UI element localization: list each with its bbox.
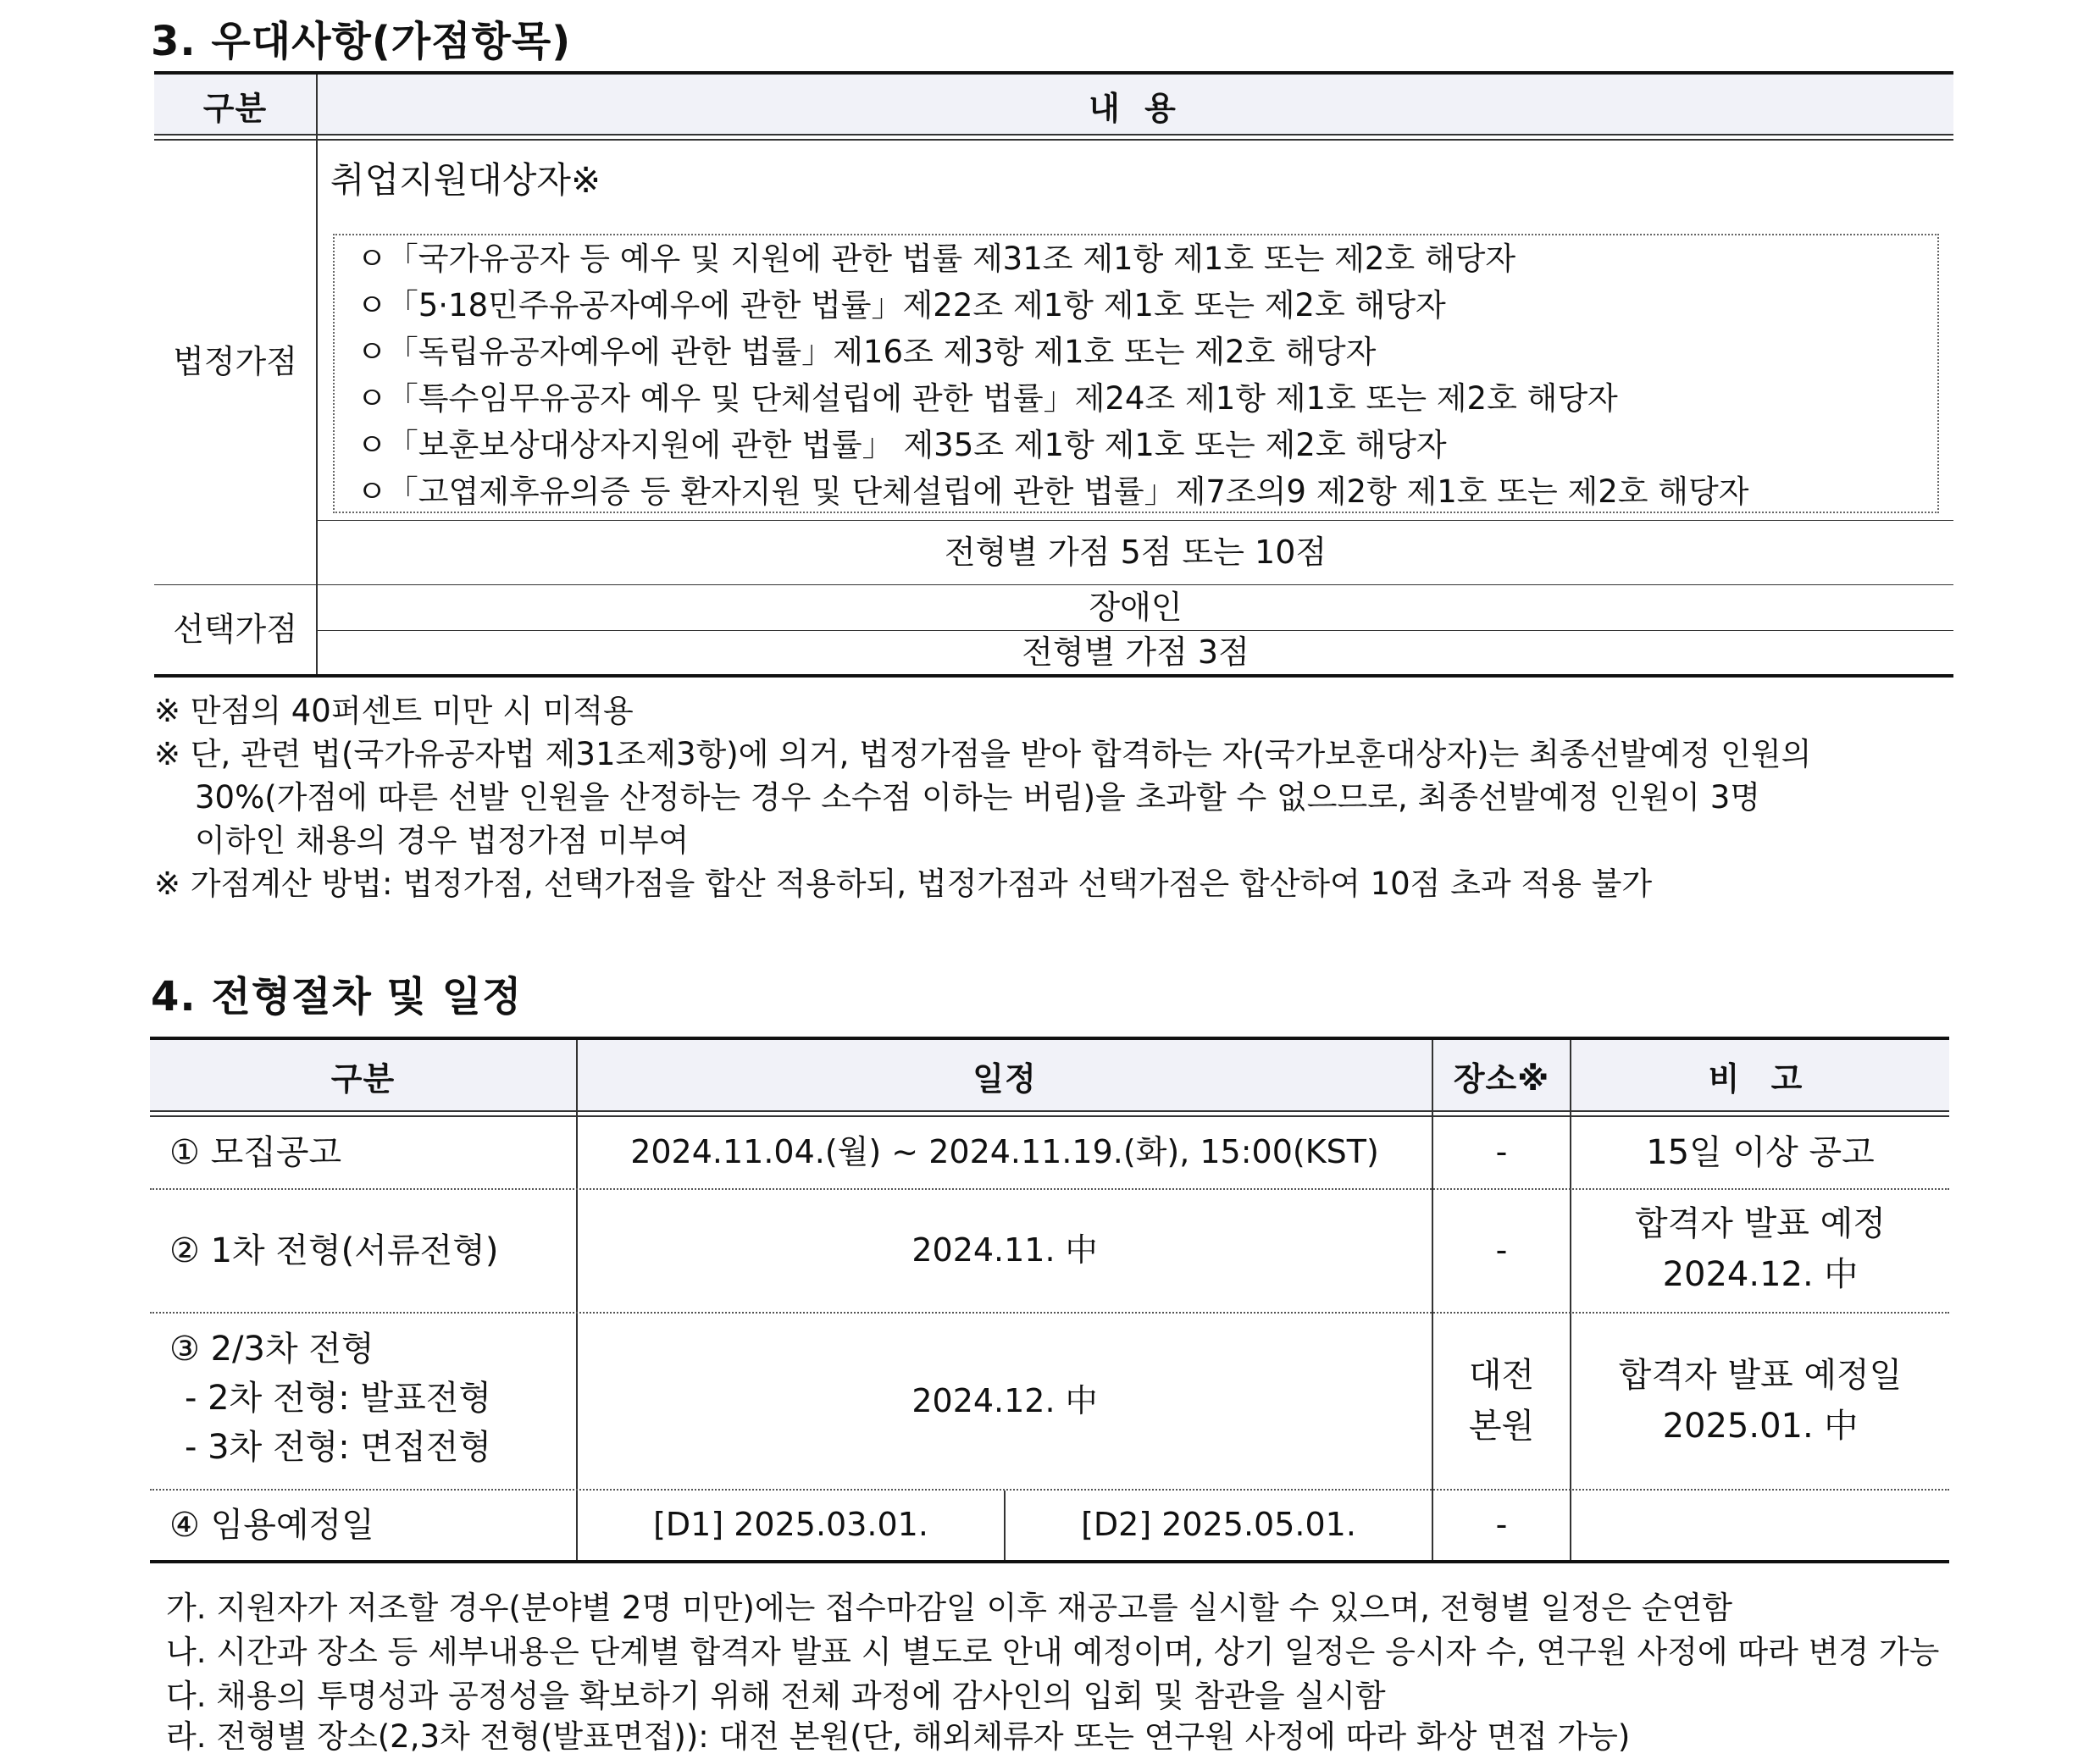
legal-items-box: [333, 234, 1939, 513]
section4-title: 4. 전형절차 및 일정: [151, 973, 523, 1021]
row3-place: [1433, 1350, 1570, 1452]
row3-place-line1: 대전: [1468, 1356, 1535, 1395]
row2-remark-line1: 합격자 발표 예정: [1635, 1204, 1886, 1243]
header-divider-2: [154, 139, 1953, 141]
row1-category: ① 모집공고: [169, 1133, 342, 1172]
optional-target: 장애인: [1089, 589, 1183, 627]
row3-category: [169, 1325, 574, 1472]
header-remark: 비 고: [1708, 1060, 1813, 1098]
legal-item: ㅇ「보훈보상대상자지원에 관한 법률」 제35조 제1항 제1호 또는 제2호 해당자: [357, 427, 1447, 463]
section4-note: 나. 시간과 장소 등 세부내용은 단계별 합격자 발표 시 별도로 안내 예정이며, 상기 일정은 응시자 수, 연구원 사정에 따라 변경 가능: [166, 1634, 1940, 1670]
legal-item: ㅇ「5·18민주유공자예우에 관한 법률」제22조 제1항 제1호 또는 제2호 해당자: [357, 287, 1446, 324]
section4-note: 가. 지원자가 저조할 경우(분야별 2명 미만)에는 접수마감일 이후 재공고를 실시할 수 있으며, 전형별 일정은 순연함: [166, 1590, 1732, 1626]
row1-remark: 15일 이상 공고: [1646, 1133, 1875, 1172]
legal-item: ㅇ「국가유공자 등 예우 및 지원에 관한 법률 제31조 제1항 제1호 또는 제2호 해당자: [357, 241, 1516, 277]
row1-place: -: [1495, 1133, 1508, 1171]
row3-remark-line1: 합격자 발표 예정일: [1618, 1356, 1903, 1395]
schedule-bottom-border: [150, 1560, 1949, 1563]
optional-points: 전형별 가점 3점: [1022, 633, 1249, 672]
header-schedule: 일정: [972, 1060, 1037, 1098]
legal-points-divider: [318, 520, 1953, 521]
section3-title: 3. 우대사항(가점항목): [151, 18, 572, 65]
section3-note: ※ 만점의 40퍼센트 미만 시 미적용: [154, 693, 634, 729]
row3-schedule: 2024.12. 中: [911, 1381, 1098, 1419]
row2-place: -: [1495, 1231, 1508, 1269]
legal-points: 전형별 가점 5점 또는 10점: [944, 534, 1327, 572]
section3-note: ※ 단, 관련 법(국가유공자법 제31조제3항)에 의거, 법정가점을 받아 합격하는 자(국가보훈대상자)는 최종선발예정 인원의: [154, 736, 1812, 772]
row3-category-line1: ③ 2/3차 전형: [169, 1330, 374, 1369]
row4-schedule-d2: [D2] 2025.05.01.: [1081, 1506, 1356, 1544]
section4-note: 다. 채용의 투명성과 공정성을 확보하기 위해 전체 과정에 감사인의 입회 및 참관을 실시함: [166, 1678, 1386, 1714]
row2-remark-line2: 2024.12. 中: [1662, 1255, 1859, 1294]
row4-category: ④ 임용예정일: [169, 1506, 374, 1545]
optional-bonus-label: 선택가점: [173, 611, 297, 649]
row4-schedule-d1: [D1] 2025.03.01.: [653, 1506, 928, 1544]
row4-remark: [1571, 1491, 1949, 1560]
row3-remark-line2: 2025.01. 中: [1662, 1407, 1859, 1446]
legal-item: ㅇ「고엽제후유의증 등 환자지원 및 단체설립에 관한 법률」제7조의9 제2항 제1호 또는 제2호 해당자: [357, 473, 1749, 510]
row2-remark: [1571, 1198, 1949, 1300]
row3-remark: [1571, 1350, 1949, 1452]
row3-place-line2: 본원: [1468, 1407, 1535, 1446]
optional-inner-divider: [318, 630, 1953, 631]
section3-note: 30%(가점에 따른 선발 인원을 산정하는 경우 소수점 이하는 버림)을 초과할 수 없으므로, 최종선발예정 인원이 3명: [195, 779, 1760, 816]
optional-divider: [154, 584, 1953, 585]
row2-category: ② 1차 전형(서류전형): [169, 1231, 499, 1270]
row4-place: -: [1495, 1506, 1508, 1544]
section3-note: 이하인 채용의 경우 법정가점 미부여: [195, 822, 690, 859]
header-category: 구분: [202, 89, 268, 127]
legal-bonus-label: 법정가점: [173, 343, 297, 381]
section4-note: 라. 전형별 장소(2,3차 전형(발표면접)): 대전 본원(단, 해외체류자 또는 연구원 사정에 따라 화상 면접 가능): [166, 1718, 1631, 1755]
section3-note: ※ 가점계산 방법: 법정가점, 선택가점을 합산 적용하되, 법정가점과 선택가점은 합산하여 10점 초과 적용 불가: [154, 866, 1653, 902]
row3-category-line2: - 2차 전형: 발표전형: [185, 1379, 491, 1418]
legal-intro: 취업지원대상자※: [330, 159, 601, 201]
legal-item: ㅇ「특수임무유공자 예우 및 단체설립에 관한 법률」제24조 제1항 제1호 또는 제2호 해당자: [357, 380, 1618, 417]
row2-schedule: 2024.11. 中: [911, 1231, 1098, 1269]
header-place: 장소※: [1453, 1060, 1550, 1098]
table-bottom-border: [154, 674, 1953, 678]
row3-category-line3: - 3차 전형: 면접전형: [185, 1428, 491, 1467]
header-content: 내 용: [1089, 89, 1183, 127]
legal-item: ㅇ「독립유공자예우에 관한 법률」제16조 제3항 제1호 또는 제2호 해당자: [357, 334, 1377, 370]
row1-schedule: 2024.11.04.(월) ~ 2024.11.19.(화), 15:00(KST): [630, 1133, 1379, 1171]
header-category: 구분: [330, 1060, 396, 1098]
